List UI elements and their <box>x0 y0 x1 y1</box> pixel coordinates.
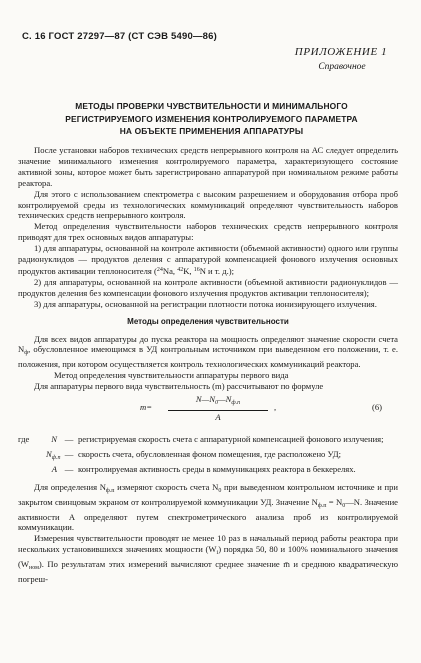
definition-where <box>18 449 46 464</box>
appendix-subtitle: Справочное <box>318 62 366 72</box>
method-heading: Метод определения чувствительности аппаратуры первого вида <box>54 370 289 381</box>
definition-symbol: N <box>51 434 57 445</box>
paragraph: Для этого с использованием спектрометра с высоким разрешением и оборудования отбора проб контролируемой среды из технологических коммуникаций определяют чувствительность наборов технических средств непрерывного контроля. <box>18 188 398 221</box>
formula-lhs: m= <box>140 402 153 413</box>
paragraph: Для всех видов аппаратуры до пуска реактора на мощность определяют значение скорости счета $N_ф$, обусловленное имеющимся в УД контрольным источником при выведенном его положении, т. е. положения, при котором осуществляется контроль технологических коммуникаций реактора. <box>18 333 398 370</box>
paragraph: Для определения $N_{ф.п}$ измеряют скорость счета $N_0$ при выведенном контрольном источнике и при закрытом свинцовым экраном от контролируемой коммуникации УД. Значение $N_{ф.п}$ = $N_0—N$. Значение активности A определяют путем спектрометрического анализа проб из контролируемой коммуникации. <box>18 481 398 533</box>
main-title <box>30 100 393 138</box>
page-header: С. 16 ГОСТ 27297—87 (СТ СЭВ 5490—86) <box>22 31 217 42</box>
definition-where: где <box>18 434 30 445</box>
paragraph: 2) для аппаратуры, основанной на контроле активности (объемной активности радионуклидов — продуктов деления без компенсации фонового излучения продуктов активации теплоносителя); <box>18 276 398 298</box>
definition-dash: — <box>64 448 74 459</box>
paragraph: 1) для аппаратуры, основанной на контроле активности (объемной активности) одного или группы радионуклидов — продуктов деления с аппаратурой компенсацией фонового излучения основных продуктов активации теплоносителя ($^{24}$Na, $^{42}$K, $^{16}$N и т. д.); <box>18 243 398 276</box>
definition-dash: — <box>64 463 74 474</box>
formula-tail: , <box>274 402 277 413</box>
definition-symbol: A <box>51 463 57 474</box>
equation-number: (6) <box>371 402 382 413</box>
section-heading: Методы определения чувствительности <box>127 316 289 326</box>
formula-numerator: $N—N_0—N_{ф.п}$ <box>168 394 268 411</box>
definition-text: контролируемая активность среды в коммуникациях реактора в беккерелях. <box>78 463 356 474</box>
definition-symbol: $N_{ф.п}$ <box>46 448 61 461</box>
definition-where <box>18 464 46 479</box>
definition-text: скорость счета, обусловленная фоном помещения, где расположено УД; <box>78 448 341 459</box>
formula-fraction <box>168 394 268 423</box>
main-title-line: МЕТОДЫ ПРОВЕРКИ ЧУВСТВИТЕЛЬНОСТИ И МИНИМАЛЬНОГО <box>75 101 348 111</box>
paragraph: Измерения чувствительности проводят не менее 10 раз в начальный период работы реактора при нескольких установившихся значениях мощности $(W_i)$ порядка 50, 80 и 100% номинального значения $(W_{ном})$. По результатам этих измерений вычисляют среднее значение m̄ и среднюю квадратическую погреш- <box>18 533 398 585</box>
formula-denominator: A <box>215 411 221 422</box>
formula-6 <box>18 394 398 430</box>
appendix-title: ПРИЛОЖЕНИЕ 1 <box>294 46 388 58</box>
paragraph: Метод определения чувствительности наборов технических средств непрерывного контроля приводят для трех основных видов аппаратуры: <box>18 221 398 243</box>
definition-text: регистрируемая скорость счета с аппаратурной компенсацией фонового излучения; <box>78 434 384 445</box>
document-body <box>18 145 398 585</box>
paragraph: После установки наборов технических средств непрерывного контроля на АС следует определить значение минимального изменения контролируемого параметра, характеризующего состояние активной зоны, которое может быть зарегистрировано аппаратурой при номинальном режиме работы реактора. <box>18 145 398 188</box>
paragraph: Для аппаратуры первого вида чувствительность (m) рассчитывают по формуле <box>34 381 324 392</box>
definitions-list <box>18 434 398 479</box>
paragraph: 3) для аппаратуры, основанной на регистрации плотности потока ионизирующего излучения. <box>34 298 377 309</box>
definition-dash: — <box>64 434 74 445</box>
main-title-line: НА ОБЪЕКТЕ ПРИМЕНЕНИЯ АППАРАТУРЫ <box>119 126 304 136</box>
main-title-line: РЕГИСТРИРУЕМОГО ИЗМЕНЕНИЯ КОНТРОЛИРУЕМОГО ПАРАМЕТРА <box>65 113 358 124</box>
